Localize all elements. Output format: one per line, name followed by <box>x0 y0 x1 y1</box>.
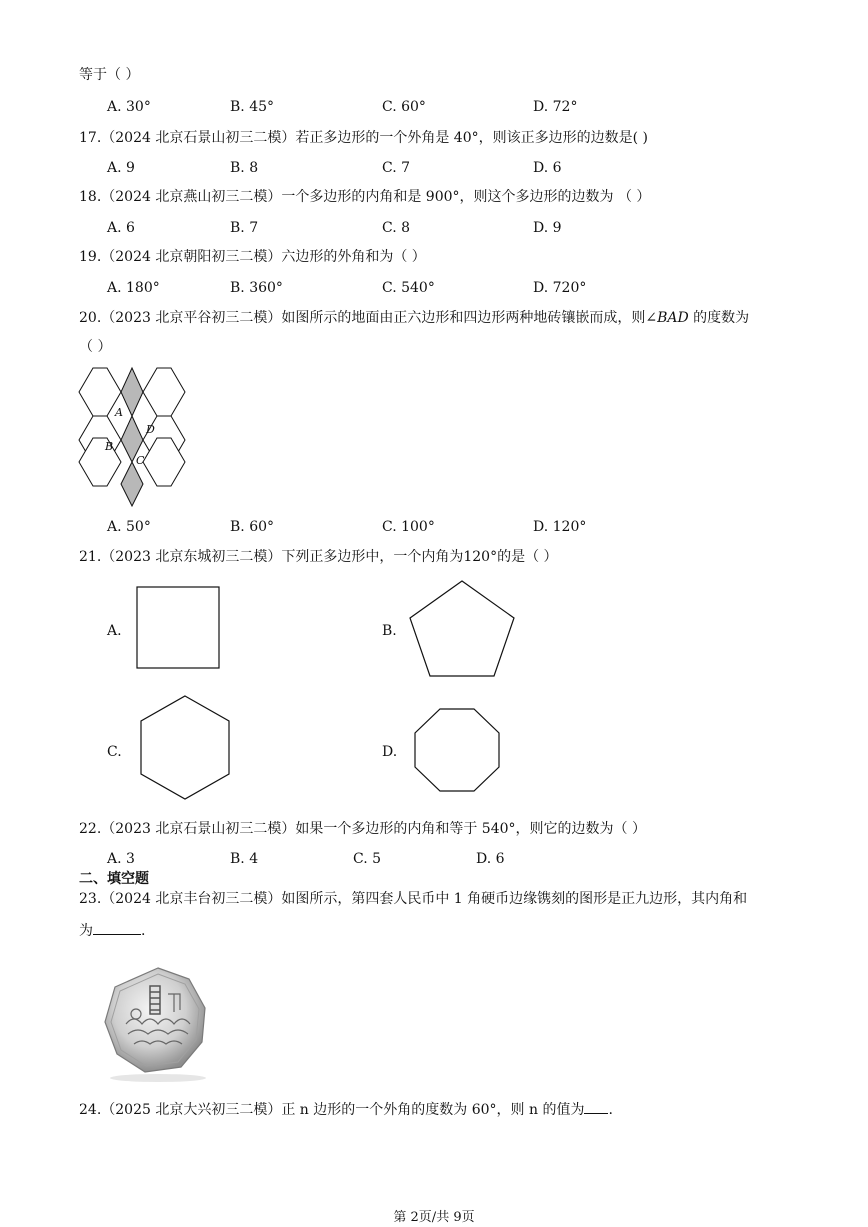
q20-question-line2: （ ） <box>79 339 112 355</box>
q18-number: 18. <box>79 189 102 205</box>
q22-option-b: B. 4 <box>230 851 259 867</box>
q20-text-after: 的度数为 <box>688 310 750 326</box>
q23-text: （2024 北京丰台初三二模）如图所示，第四套人民币中 1 角硬币边缘镌刻的图形是正九边形，其内角和 <box>101 891 748 907</box>
q23-answer-blank <box>93 920 141 935</box>
q22-option-c: C. 5 <box>353 851 382 867</box>
q18-text: （2024 北京燕山初三二模）一个多边形的内角和是 900°，则这个多边形的边数为 （ ） <box>101 189 651 205</box>
q16-tail: 等于（ ） <box>79 67 140 83</box>
q22-text: （2023 北京石景山初三二模）如果一个多边形的内角和等于 540°，则它的边数为（ ） <box>101 821 646 837</box>
q19-option-c: C. 540° <box>382 280 435 296</box>
q18-option-d: D. 9 <box>533 220 562 236</box>
pentagon-shape <box>408 580 516 678</box>
q24-suffix: . <box>608 1102 613 1118</box>
q17-number: 17. <box>79 130 102 146</box>
figure-label-a: A <box>115 406 123 419</box>
q20-option-b: B. 60° <box>230 519 275 535</box>
q19-option-b: B. 360° <box>230 280 283 296</box>
q22-question <box>79 820 646 838</box>
figure-label-d: D <box>146 423 155 436</box>
q17-option-d: D. 6 <box>533 160 562 176</box>
q24-text: （2025 北京大兴初三二模）正 n 边形的一个外角的度数为 60°，则 n 的值为 <box>101 1102 585 1118</box>
q18-option-c: C. 8 <box>382 220 411 236</box>
q20-number: 20. <box>79 310 102 326</box>
q19-text: （2024 北京朝阳初三二模）六边形的外角和为（ ） <box>101 249 426 265</box>
q23-question <box>79 890 747 908</box>
q17-text: （2024 北京石景山初三二模）若正多边形的一个外角是 40°，则该正多边形的边数是( ) <box>101 130 648 146</box>
q21-text: （2023 北京东城初三二模）下列正多边形中，一个内角为120°的是（ ） <box>101 549 558 565</box>
q16-option-c: C. 60° <box>382 99 426 115</box>
q20-option-a: A. 50° <box>107 519 151 535</box>
q21-option-b: B. <box>382 623 397 639</box>
q23-number: 23. <box>79 891 102 907</box>
q19-option-d: D. 720° <box>533 280 587 296</box>
q18-option-b: B. 7 <box>230 220 259 236</box>
q23-line2-suffix: . <box>141 923 146 939</box>
q21-option-c: C. <box>107 744 122 760</box>
figure-label-c: C <box>136 454 145 467</box>
q18-option-a: A. 6 <box>107 220 135 236</box>
q20-option-c: C. 100° <box>382 519 435 535</box>
q16-option-a: A. 30° <box>107 99 151 115</box>
q19-number: 19. <box>79 249 102 265</box>
q21-question <box>79 548 558 566</box>
q20-option-d: D. 120° <box>533 519 587 535</box>
q23-line2-prefix: 为 <box>79 923 93 939</box>
q17-option-a: A. 9 <box>107 160 135 176</box>
q21-number: 21. <box>79 549 102 565</box>
q22-option-d: D. 6 <box>476 851 505 867</box>
q21-option-a: A. <box>107 623 122 639</box>
q16-option-d: D. 72° <box>533 99 578 115</box>
q18-question <box>79 188 650 206</box>
q17-option-b: B. 8 <box>230 160 259 176</box>
rhombus-top <box>121 368 143 416</box>
hexagon-top-right <box>143 368 185 416</box>
octagon-shape <box>413 708 501 792</box>
q16-option-b: B. 45° <box>230 99 275 115</box>
q19-option-a: A. 180° <box>107 280 160 296</box>
page-footer: 第 2页/共 9页 <box>393 1210 475 1225</box>
square-shape <box>136 586 220 670</box>
q20-tiling-figure <box>76 366 188 508</box>
q22-number: 22. <box>79 821 102 837</box>
q19-question <box>79 248 426 266</box>
q17-question <box>79 129 648 147</box>
figure-label-b: B <box>105 440 114 453</box>
q20-angle: ∠BAD <box>645 310 689 326</box>
q21-option-d: D. <box>382 744 398 760</box>
q24-question <box>79 1099 613 1119</box>
section-heading: 二、填空题 <box>79 871 149 887</box>
hexagon-shape <box>138 695 232 801</box>
q22-option-a: A. 3 <box>107 851 135 867</box>
q23-question-line2 <box>79 920 145 940</box>
q24-answer-blank <box>584 1099 608 1114</box>
q20-question <box>79 309 749 327</box>
coin-image <box>98 964 218 1084</box>
q24-number: 24. <box>79 1102 102 1118</box>
rhombus-bottom <box>121 462 143 506</box>
q17-option-c: C. 7 <box>382 160 411 176</box>
q20-text-before: （2023 北京平谷初三二模）如图所示的地面由正六边形和四边形两种地砖镶嵌而成，则 <box>101 310 646 326</box>
